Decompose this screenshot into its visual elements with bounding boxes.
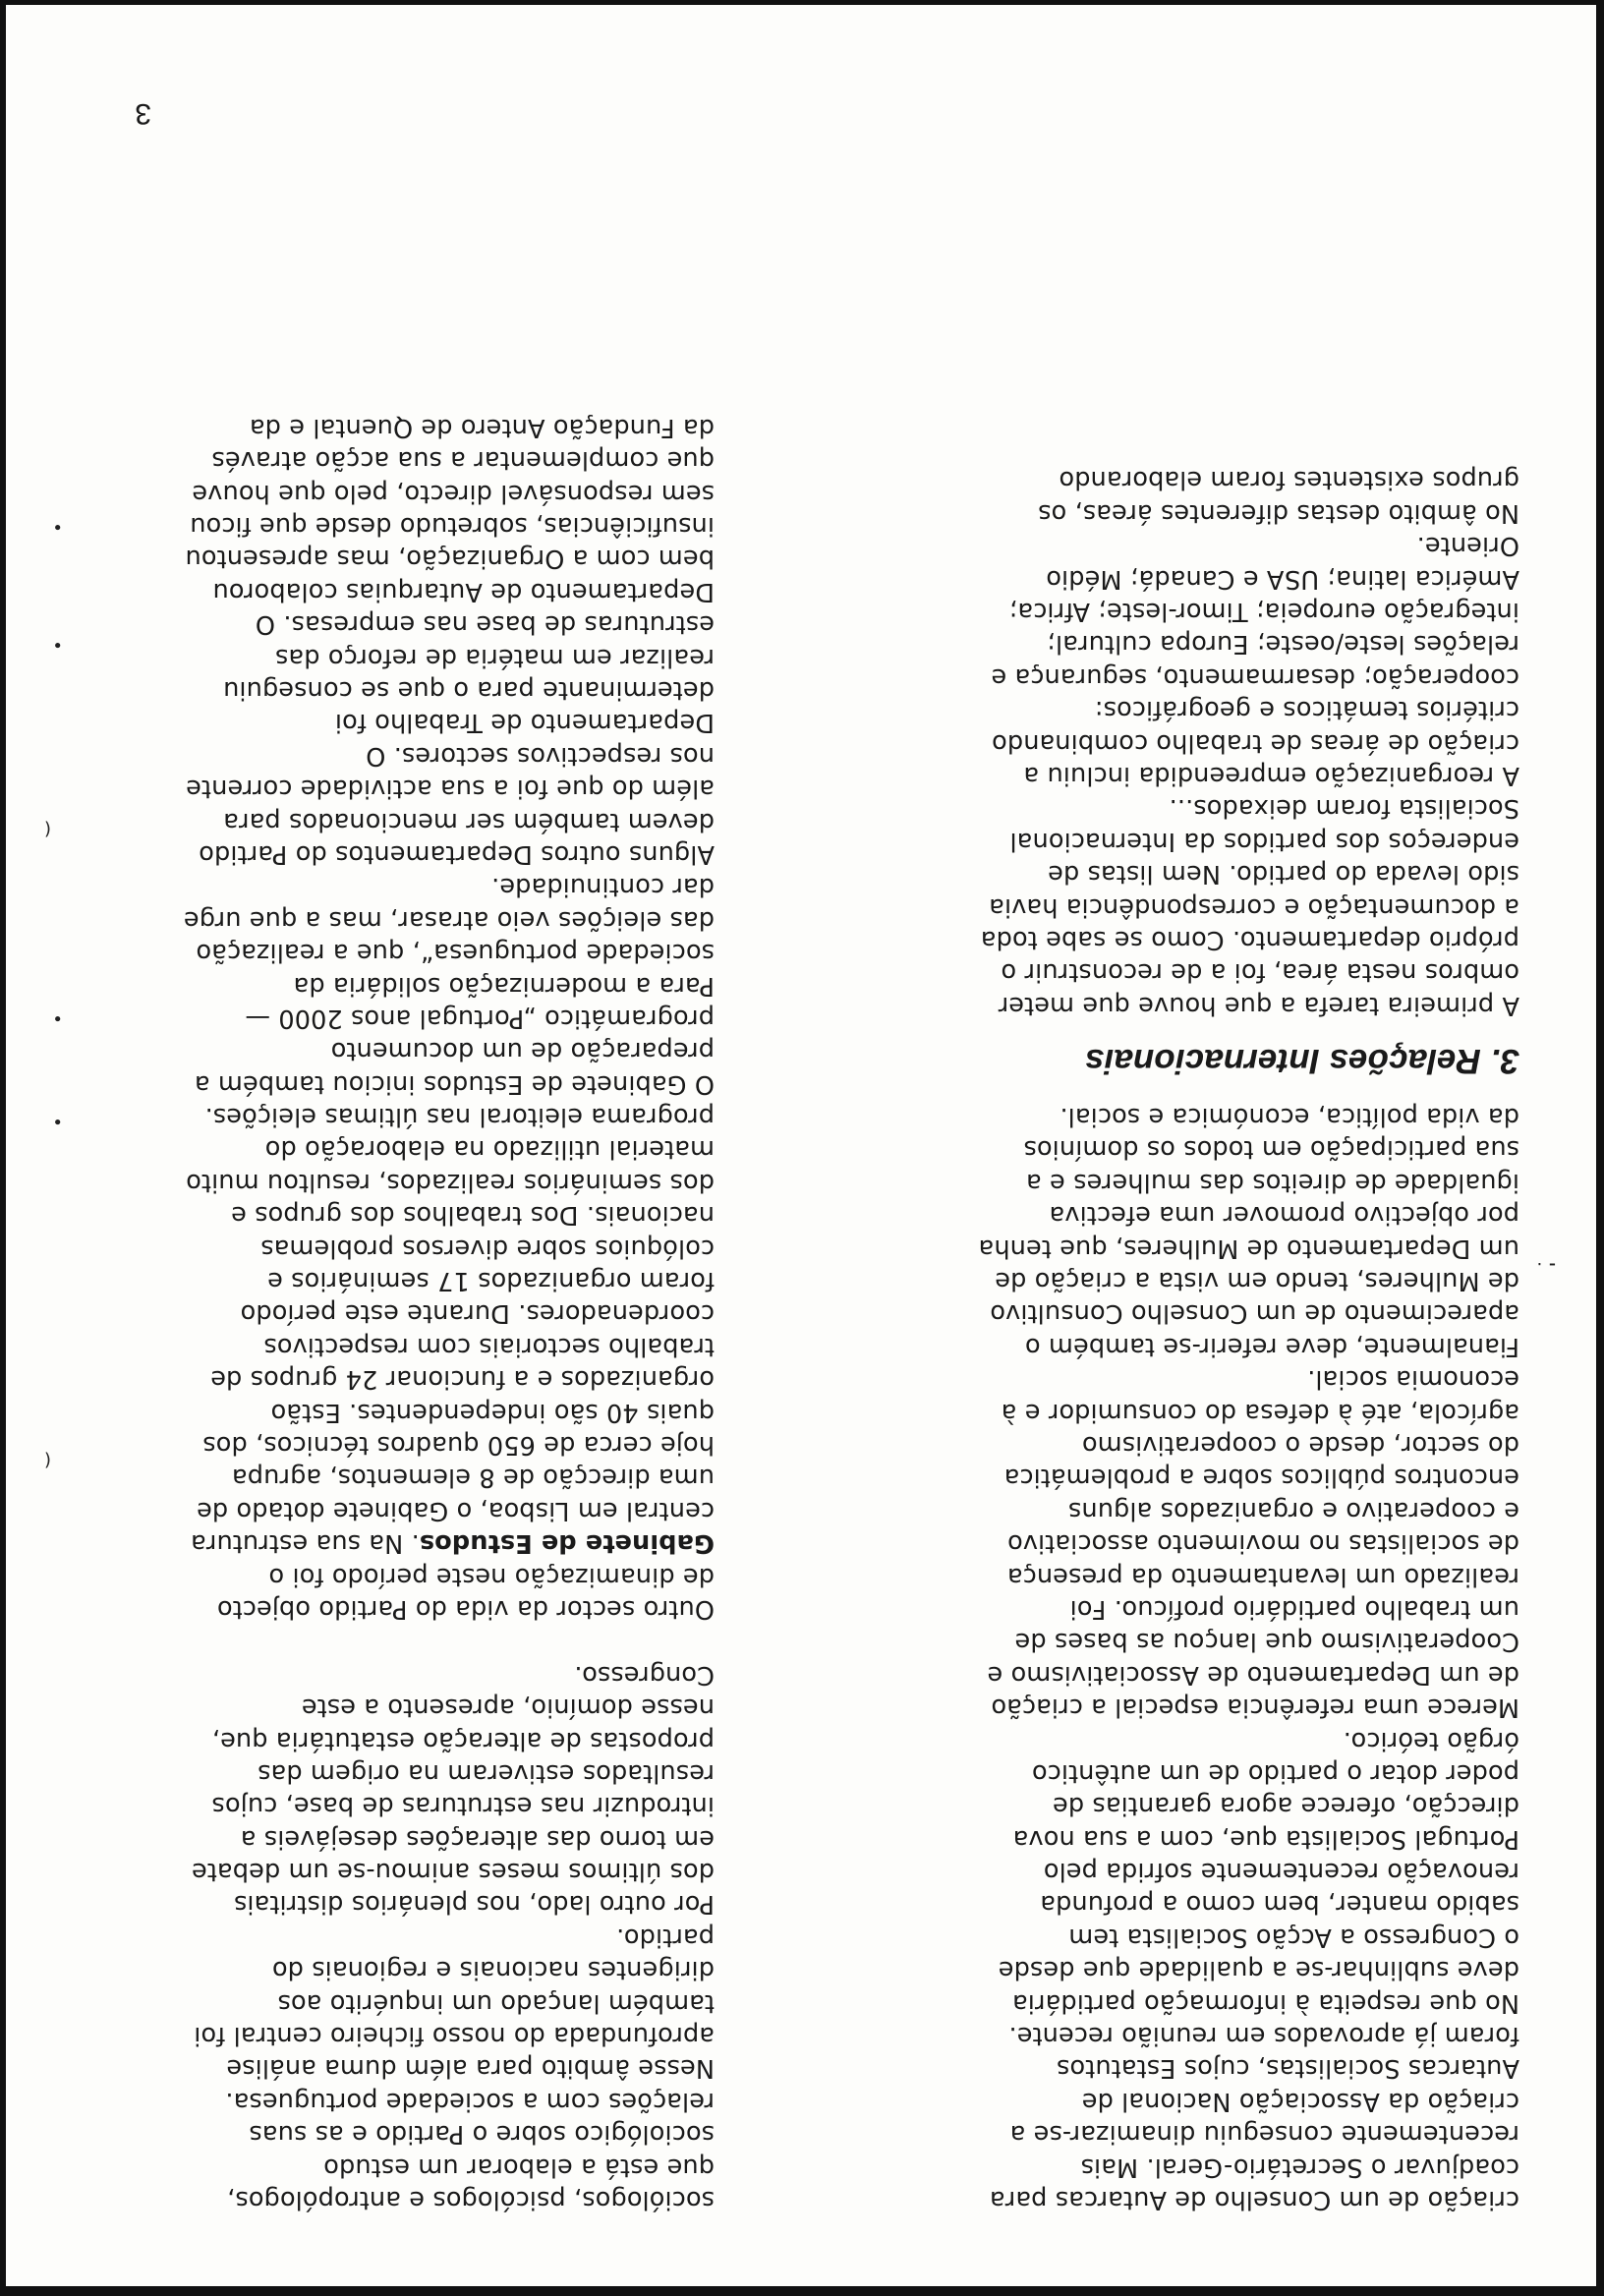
paragraph-line: igualdade de direitos das mulheres e a (1025, 1167, 1519, 1197)
paragraph-line: programático „Portugal anos 2000 — (245, 1003, 715, 1033)
paragraph-line: recentemente conseguiu dinamizar-se a (1009, 2119, 1519, 2150)
paragraph-line: determinante para o que se conseguiu (223, 675, 715, 706)
paragraph-line: sociólogos, psicólogos e antropólogos, (227, 2185, 715, 2214)
paragraph-line: Departamento de Trabalho foi (334, 708, 715, 738)
paragraph-line: também lançado um inquérito aos (277, 1987, 715, 2018)
paragraph-line: trabalho sectoriais com respectivos (263, 1331, 715, 1361)
paragraph-line: A reorganização empreendida incluiu a (1023, 760, 1519, 790)
paragraph-line: sociedade portuguesa“, que a realização (196, 938, 715, 968)
paragraph-line: aprofundada do nosso ficheiro central foi (194, 2021, 715, 2051)
paragraph-line: dirigentes nacionais e regionais do (271, 1955, 715, 1985)
right-text-column (910, 463, 1519, 2215)
paragraph-line: coordenadores. Durante este período (240, 1298, 715, 1329)
paragraph-line: Autarcas Socialistas, cujos Estatutos (1056, 2053, 1519, 2084)
paragraph-line: central em Lisboa, o Gabinete dotado de (196, 1495, 715, 1525)
paragraph-line: sido levada do partido. Nem listas de (1048, 859, 1519, 890)
paragraph-line: introduzir nas estruturas de base, cujos (211, 1791, 715, 1821)
paragraph-line: Congresso. (574, 1659, 715, 1690)
paragraph-line: Cooperativismo que lançou as bases de (1014, 1627, 1519, 1657)
paragraph-line: o Congresso a Acção Socialista tem (1068, 1922, 1519, 1952)
emphasized-term: Gabinete de Estudos (419, 1528, 715, 1559)
paragraph-line: próprio departamento. Como se sabe toda (980, 924, 1519, 954)
paragraph-line: sociológico sobre o Partido e as suas (249, 2119, 715, 2150)
section-heading: 3. Relações Internacionais (1084, 1041, 1519, 1080)
paragraph-line: Fianalmente, deve referir-se também o (1024, 1331, 1519, 1361)
paragraph-line: foram organizados 17 seminários e (267, 1266, 715, 1296)
paragraph-line: direcção, oferece agora garantias de (1052, 1791, 1519, 1821)
paragraph-line: dar continuidade. (491, 872, 715, 902)
paragraph-line: deve sublinhar-se a qualidade que desde (998, 1955, 1519, 1985)
paragraph-line: A primeira tarefa a que houve que meter (998, 990, 1519, 1020)
margin-dot-mark: • (52, 1007, 63, 1028)
paragraph-line: realizado um levantamento da presença (1006, 1561, 1519, 1591)
paragraph-line: Alguns outros Departamentos do Partido (199, 838, 715, 869)
paragraph-line: hoje cerca de 650 quadros técnicos, dos (202, 1430, 715, 1461)
paragraph-line: relações leste/oeste; Europa cultural; (1047, 629, 1519, 660)
scan-edge-left (1596, 0, 1604, 2296)
paragraph-line: de Mulheres, tendo em vista a criação de (995, 1266, 1519, 1296)
paragraph-line: e cooperativo e organizados alguns (1067, 1495, 1519, 1525)
scan-edge-right (0, 0, 6, 2296)
paragraph-line: de socialistas no movimento associativo (1006, 1528, 1519, 1559)
paragraph-line: endereços dos partidos da Internacional (1009, 826, 1519, 856)
margin-dot-mark: • (52, 634, 63, 655)
paragraph-line: critérios temáticos e geográficos: (1094, 695, 1519, 725)
paragraph-line: resultados estiveram na origem das (258, 1757, 715, 1788)
paragraph-line: relações com a sociedade portuguesa. (225, 2086, 715, 2116)
paragraph-line: Oriente. (1416, 531, 1519, 561)
paragraph-line: do sector, desde o cooperativismo (1081, 1430, 1519, 1461)
paragraph-line: criação de um Conselho de Autarcas para (989, 2185, 1519, 2214)
paragraph-line: integração europeia; Timor-leste; Africa; (1008, 597, 1519, 627)
scan-edge-top (0, 2286, 1604, 2296)
paragraph-line: um trabalho partidário profícuo. Foi (1069, 1593, 1519, 1624)
paragraph-line: estruturas de base nas empresas. O (255, 609, 715, 640)
page-number: 3 (135, 97, 151, 130)
paragraph-line: coadjuvar o Secretário-Geral. Mais (1080, 2152, 1519, 2182)
margin-bracket-mark: ( (43, 819, 51, 839)
paragraph-line: nos respectivos sectores. O (366, 740, 715, 771)
paragraph-line: Nesse âmbito para além duma análise (226, 2053, 715, 2084)
paragraph-line: renovação recentemente sofrida pelo (1043, 1857, 1519, 1887)
paragraph-line: sem responsável directo, pelo que houve (192, 478, 715, 508)
paragraph-line: de dinamização neste período foi o (268, 1561, 715, 1591)
paragraph-line: em torno das alterações desejáveis a (240, 1823, 715, 1854)
paragraph-line: a documentação e correspondência havia (989, 891, 1519, 922)
paragraph-line: agrícola, até à defesa do consumidor e à (1001, 1397, 1519, 1427)
paragraph-line: Socialista foram deixados... (1169, 793, 1519, 824)
left-text-column (86, 411, 715, 2215)
paragraph-line: das eleições veio atrasar, mas a que urge (183, 904, 715, 935)
margin-tick-mark: ⁃ · (1536, 1253, 1557, 1274)
paragraph-line: de um Departamento de Associativismo e (987, 1659, 1519, 1690)
paragraph-line: da Fundação Antero de Quental e da (249, 412, 715, 442)
paragraph-line: Merece uma referência especial a criação (991, 1693, 1519, 1723)
paragraph-line: preparação de um documento (330, 1036, 715, 1066)
paragraph-line: material utilizado na elaboração do (264, 1134, 715, 1165)
paragraph-line (86, 1526, 715, 1559)
margin-dot-mark: • (52, 1111, 63, 1131)
paragraph-line: encontros públicos sobre a problemática (1003, 1463, 1519, 1493)
paragraph-line: aparecimento de um Conselho Consultivo (990, 1298, 1519, 1329)
paragraph-line: insuficiências, sobretudo desde que ficou (190, 511, 715, 542)
paragraph-line: bem com a Organização, mas apresentou (185, 544, 715, 574)
paragraph-line: que está a elaborar um estudo (323, 2152, 715, 2182)
paragraph-line: propostas de alteração estatutária que, (211, 1725, 715, 1755)
paragraph-line: criação da Associação Nacional de (1081, 2086, 1519, 2116)
scan-edge-bottom (0, 0, 1604, 5)
paragraph-line: América latina; USA e Canadá; Médio (1046, 563, 1519, 594)
paragraph-line: devem também ser mencionados para (223, 806, 715, 836)
paragraph-line: nacionais. Dos trabalhos dos grupos e (230, 1200, 715, 1231)
paragraph-line: uma direcção de 8 elementos, agrupa (231, 1463, 715, 1493)
paragraph-line: Portugal Socialista que, com a sua nova (1012, 1823, 1519, 1854)
paragraph-line: Para a modernização solidária da (293, 970, 715, 1001)
paragraph-line: um Departamento de Mulheres, que tenha (978, 1233, 1519, 1263)
paragraph-line: criação de áreas de trabalho combinando (992, 727, 1519, 758)
paragraph-line: órgão teórico. (1343, 1725, 1519, 1755)
paragraph-line: Outro sector da vida do Partido objecto (216, 1593, 715, 1624)
paragraph-line: foram já aprovados em reunião recente. (1008, 2021, 1519, 2051)
paragraph-line: nesse domínio, apresento a este (301, 1693, 715, 1723)
paragraph-line: poder dotar o partido de um autêntico (1031, 1757, 1519, 1788)
paragraph-line: partido. (616, 1922, 715, 1952)
paragraph-line: dos últimos meses animou-se um debate (191, 1857, 715, 1887)
margin-bracket-mark: ( (43, 1450, 51, 1470)
paragraph-line: organizados e a funcionar 24 grupos de (210, 1364, 715, 1395)
paragraph-line: programa eleitoral nas últimas eleições. (204, 1102, 715, 1132)
paragraph-line: ombros nesta área, foi a de reconstruir o (1001, 957, 1519, 988)
paragraph-line: quais 40 são independentes. Estão (270, 1397, 715, 1427)
paragraph-line: cooperação; desarmamento, segurança e (991, 661, 1519, 692)
paragraph-line: grupos existentes foram elaborando (1059, 465, 1519, 495)
paragraph-line: da vida política, económica e social. (1060, 1102, 1519, 1132)
paragraph-line: por objectivo promover uma efectiva (1049, 1200, 1519, 1231)
paragraph-line: dos seminários realizados, resultou muito (186, 1167, 715, 1197)
paragraph-line: No âmbito destas diferentes áreas, os (1038, 497, 1519, 528)
paragraph-line: O Gabinete de Estudos iniciou também a (194, 1068, 715, 1099)
margin-dot-mark: • (52, 516, 63, 537)
paragraph-line: economia social. (1307, 1364, 1519, 1395)
text-run: . Na sua estrutura (191, 1528, 420, 1559)
paragraph-line: sua participação em todos os domínios (1023, 1134, 1519, 1165)
paragraph-line: realizar em matéria de reforço das (274, 642, 715, 672)
paragraph-line: Departamento de Autarquias colaborou (212, 576, 715, 606)
paragraph-line: Por outro lado, nos plenários distritais (233, 1889, 715, 1920)
paragraph-line: além do que foi a sua actividade corrente (186, 774, 715, 804)
paragraph-line: que complementar a sua acção através (211, 445, 715, 476)
paragraph-line: colóquios sobre diversos problemas (260, 1233, 715, 1263)
paragraph-line (86, 1625, 715, 1657)
paragraph-line: No que respeita à informação partidária (1011, 1987, 1519, 2018)
paragraph-line: sabido manter, bem como a profunda (1040, 1889, 1519, 1920)
